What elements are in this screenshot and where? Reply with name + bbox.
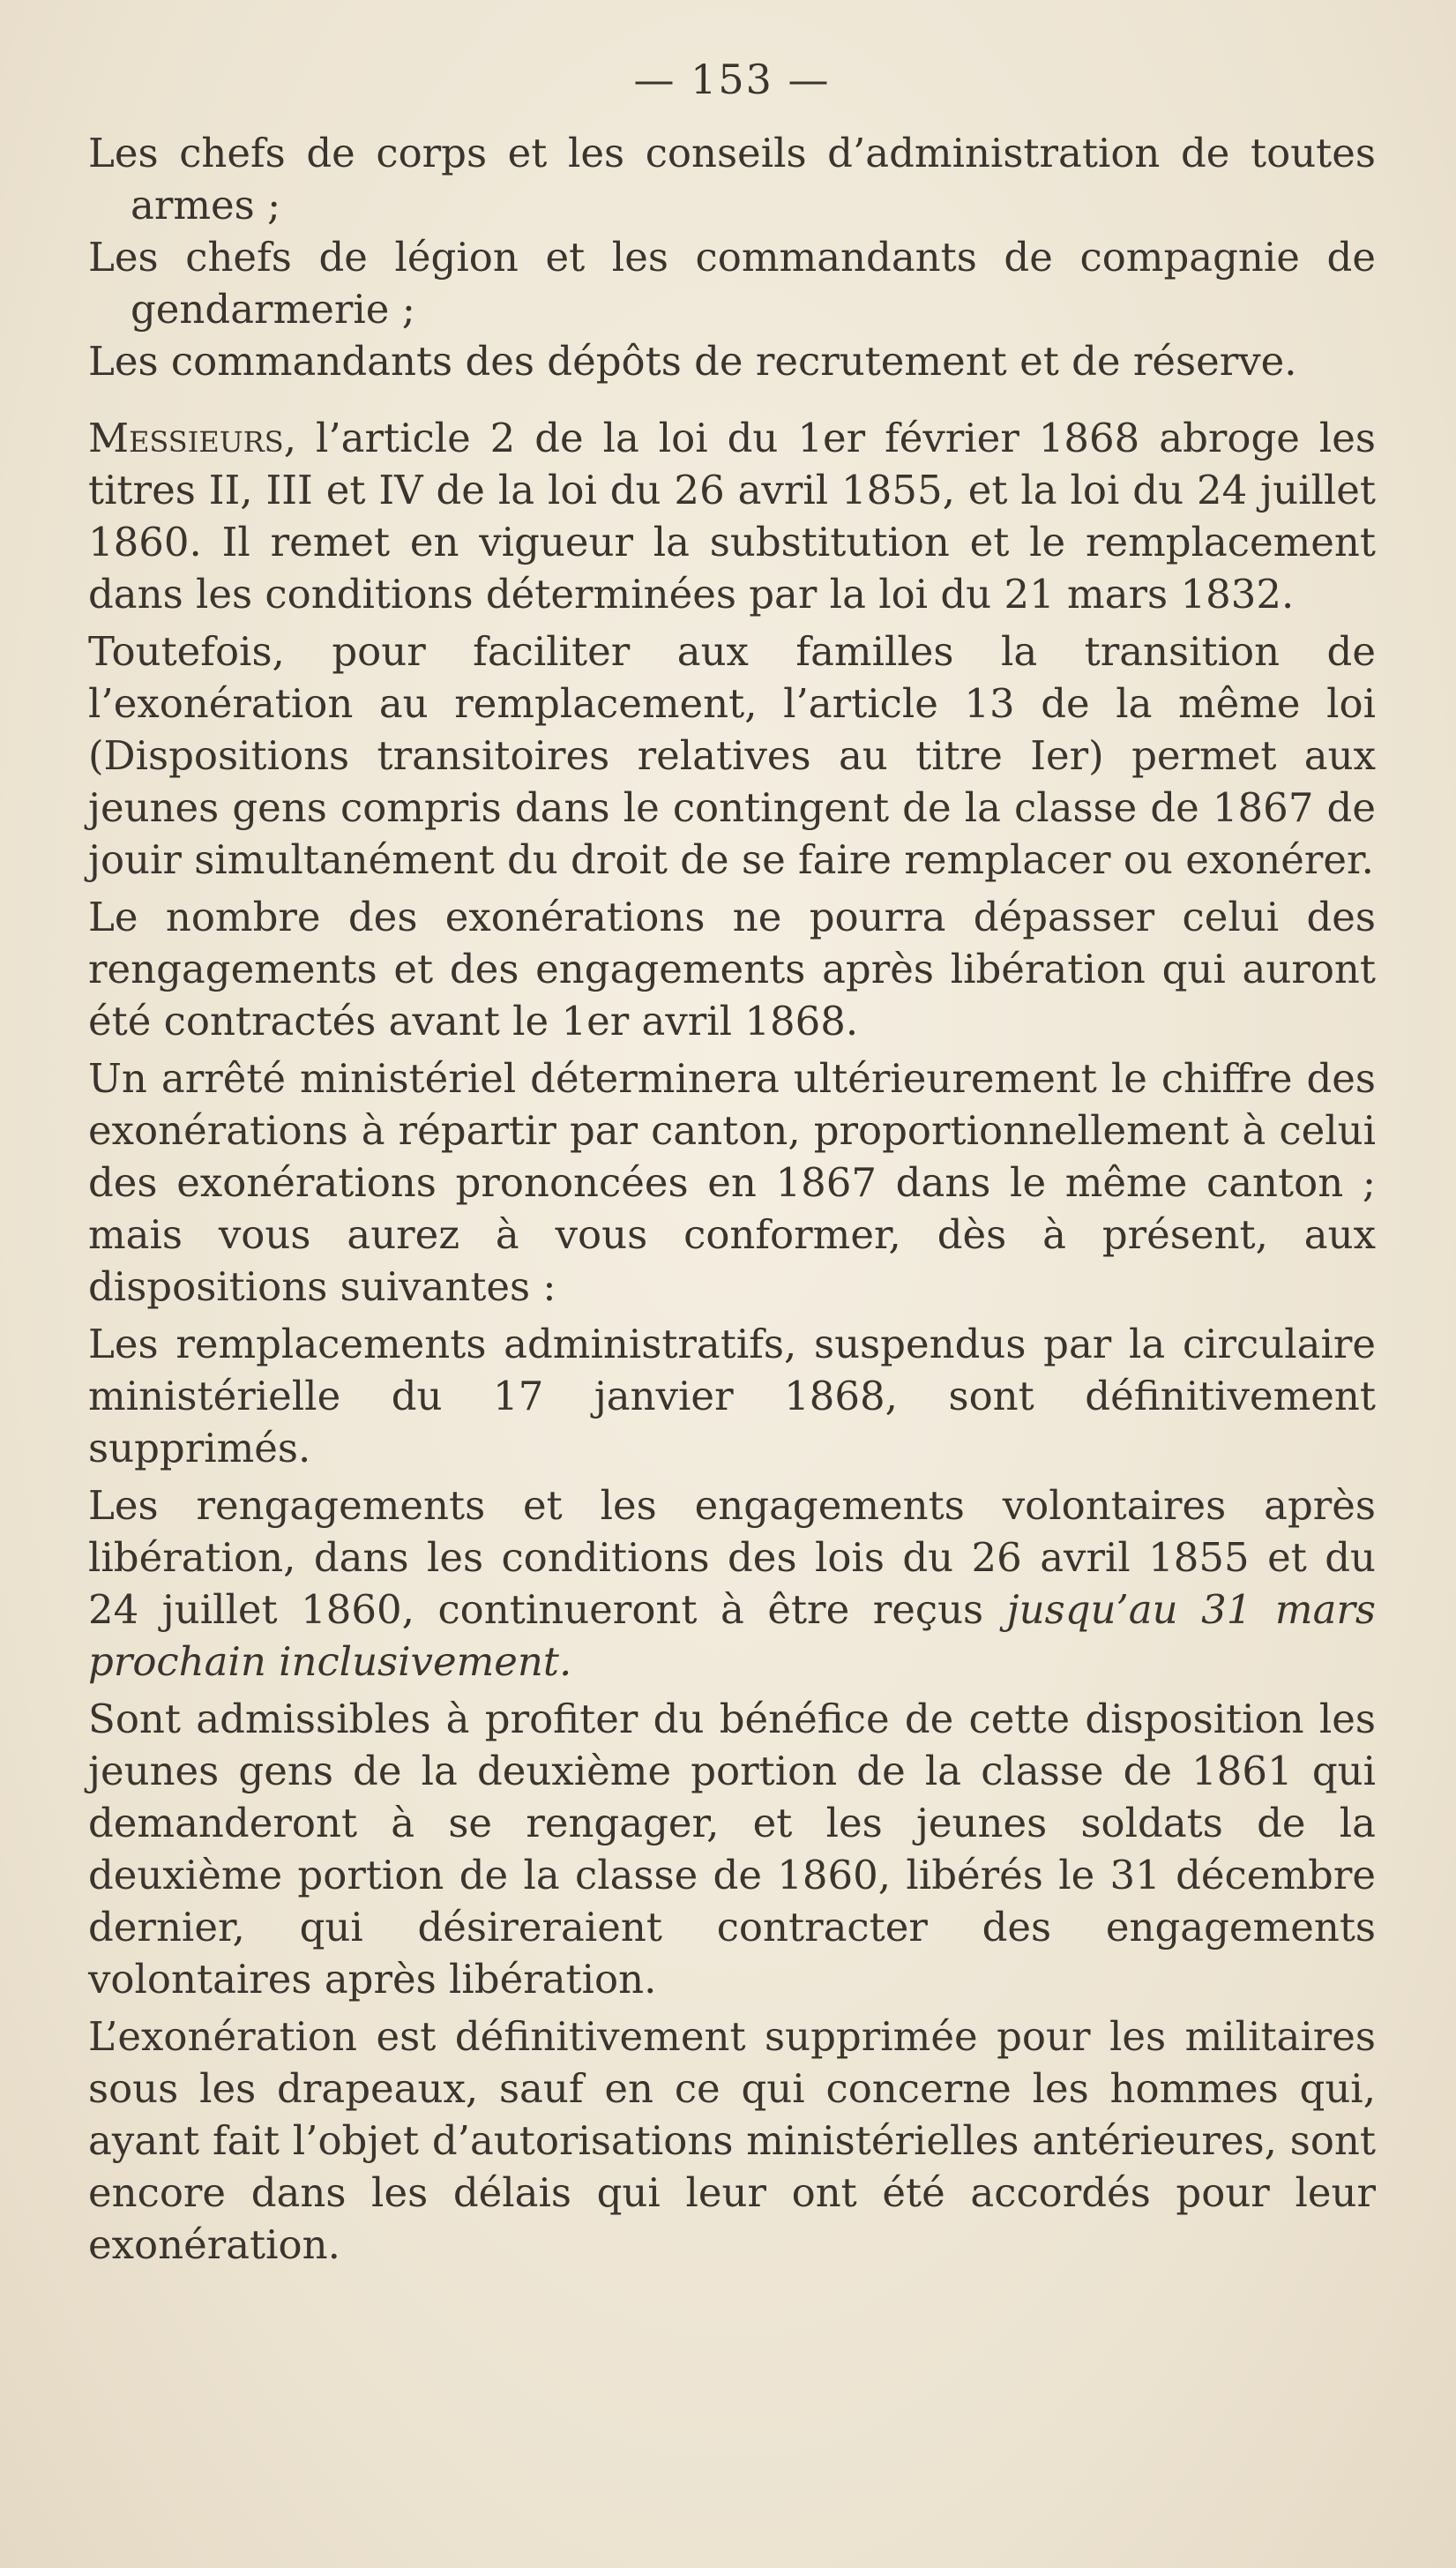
body-text (88, 127, 1376, 2271)
paragraph-text: Les rengagements et les engagements volontaires après libération, dans les conditions des lois du 26 avril 1855 et du 24 juillet 1860, continueront à être reçus (88, 1482, 1376, 1633)
paragraph: Un arrêté ministériel déterminera ultérieurement le chiffre des exonérations à répartir par canton, proportionnellement à celui des exonérations prononcées en 1867 dans le même canton ; mais vous aurez à vous conformer, dès à présent, aux dispositions suivantes : (88, 1055, 1376, 1310)
page-number: — 153 — (633, 56, 831, 103)
italic-deadline: jusqu’au 31 mars prochain inclusivement. (88, 1586, 1377, 1685)
addressee-line: Les chefs de corps et les conseils d’administration de toutes armes ; (88, 130, 1376, 228)
paragraph: Sont admissibles à profiter du bénéfice de cette disposition les jeunes gens de la deuxième portion de la classe de 1861 qui demanderont à se rengager, et les jeunes soldats de la deuxième portion de la classe de 1860, libérés le 31 décembre dernier, qui désireraient contracter des engagements volontaires après libération. (88, 1696, 1376, 2003)
document-page (88, 44, 1376, 2532)
paragraph: Les remplacements administratifs, suspendus par la circulaire ministérielle du 17 janvier 1868, sont définitivement supprimés. (88, 1321, 1376, 1471)
salutation: Messieurs (88, 415, 284, 461)
addressee-line: Les commandants des dépôts de recrutement et de réserve. (88, 338, 1297, 385)
paragraph (88, 412, 1376, 620)
paragraph-text: , l’article 2 de la loi du 1er février 1868 abroge les titres II, III et IV de la loi du 26 avril 1855, et la loi du 24 juillet 1860. Il remet en vigueur la substitution et le remplacement dans les conditions déterminées par la loi du 21 mars 1832. (88, 415, 1376, 618)
addressee-line: Les chefs de légion et les commandants de compagnie de gendarmerie ; (88, 234, 1376, 333)
paragraph: Le nombre des exonérations ne pourra dépasser celui des rengagements et des engagements après libération qui auront été contractés avant le 1er avril 1868. (88, 894, 1376, 1044)
paragraph: Toutefois, pour faciliter aux familles la transition de l’exonération au remplacement, l’article 13 de la même loi (Dispositions transitoires relatives au titre Ier) permet aux jeunes gens compris dans le contingent de la classe de 1867 de jouir simultanément du droit de se faire remplacer ou exonérer. (88, 628, 1376, 883)
paragraph: L’exonération est définitivement supprimée pour les militaires sous les drapeaux, sauf en ce qui concerne les hommes qui, ayant fait l’objet d’autorisations ministérielles antérieures, sont encore dans les délais qui leur ont été accordés pour leur exonération. (88, 2013, 1376, 2268)
paragraph (88, 1479, 1376, 1688)
